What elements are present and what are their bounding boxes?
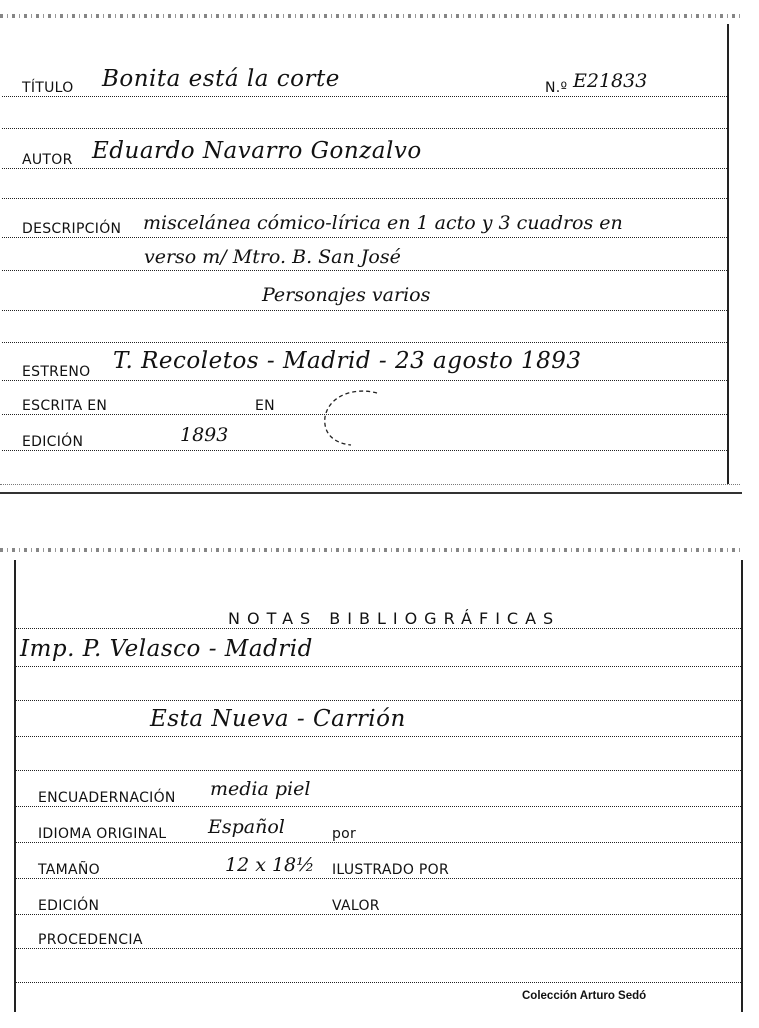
estreno-label: ESTRENO bbox=[22, 364, 91, 380]
encuadernacion-rule bbox=[16, 806, 741, 807]
blank-rule bbox=[2, 342, 727, 343]
por-label: por bbox=[332, 826, 357, 842]
card-1-bottom-edge bbox=[0, 484, 740, 485]
descripcion-rule bbox=[2, 237, 727, 238]
scan-edge-top-2 bbox=[0, 548, 742, 552]
ilustrado-label: ILUSTRADO POR bbox=[332, 862, 449, 878]
titulo-label: TÍTULO bbox=[22, 80, 74, 96]
notes-rule-3 bbox=[16, 736, 741, 737]
blank-rule bbox=[2, 198, 727, 199]
tamano-label: TAMAÑO bbox=[38, 862, 100, 878]
titulo-value: Bonita está la corte bbox=[102, 66, 340, 92]
idioma-value: Español bbox=[208, 816, 285, 838]
edicion-2-label: EDICIÓN bbox=[38, 898, 100, 914]
edicion-value: 1893 bbox=[180, 424, 229, 446]
collection-footer: Colección Arturo Sedó bbox=[522, 990, 647, 1002]
encuadernacion-value: media piel bbox=[210, 778, 311, 800]
descripcion-line-1: miscelánea cómico-lírica en 1 acto y 3 cuadros en bbox=[143, 212, 623, 234]
encuadernacion-label: ENCUADERNACIÓN bbox=[38, 790, 176, 806]
idioma-rule bbox=[16, 842, 741, 843]
card-1-right-border bbox=[727, 24, 729, 484]
descripcion-rule-2 bbox=[2, 270, 727, 271]
autor-value: Eduardo Navarro Gonzalvo bbox=[92, 138, 422, 164]
notes-rule-4 bbox=[16, 770, 741, 771]
card-2-right-border bbox=[741, 560, 743, 1012]
idioma-label: IDIOMA ORIGINAL bbox=[38, 826, 167, 842]
card-separator bbox=[0, 492, 742, 494]
titulo-rule bbox=[2, 96, 727, 97]
edicion-label: EDICIÓN bbox=[22, 434, 84, 450]
autor-rule bbox=[2, 168, 727, 169]
estreno-rule bbox=[2, 380, 727, 381]
notes-line-1: Imp. P. Velasco - Madrid bbox=[20, 636, 313, 662]
escrita-label: ESCRITA EN bbox=[22, 398, 108, 414]
notes-rule-1 bbox=[16, 666, 741, 667]
tamano-value: 12 x 18½ bbox=[225, 854, 315, 876]
heading-rule bbox=[16, 628, 741, 629]
numero-label: N.º bbox=[545, 80, 568, 96]
notes-rule-2 bbox=[16, 700, 741, 701]
scan-edge-top bbox=[0, 14, 740, 18]
en-label: EN bbox=[255, 398, 275, 414]
edicion-rule bbox=[2, 450, 727, 451]
procedencia-rule bbox=[16, 948, 741, 949]
descripcion-line-3: Personajes varios bbox=[262, 284, 431, 306]
descripcion-label: DESCRIPCIÓN bbox=[22, 221, 122, 237]
blank-rule bbox=[16, 982, 741, 983]
descripcion-line-2: verso m/ Mtro. B. San José bbox=[144, 246, 401, 268]
edicion-2-rule bbox=[16, 914, 741, 915]
valor-label: VALOR bbox=[332, 898, 380, 914]
stamp-mark bbox=[315, 385, 385, 450]
descripcion-rule-3 bbox=[2, 310, 727, 311]
notes-line-2: Esta Nueva - Carrión bbox=[150, 706, 406, 732]
autor-label: AUTOR bbox=[22, 152, 73, 168]
tamano-rule bbox=[16, 878, 741, 879]
procedencia-label: PROCEDENCIA bbox=[38, 932, 143, 948]
estreno-value: T. Recoletos - Madrid - 23 agosto 1893 bbox=[113, 348, 582, 374]
numero-value: E21833 bbox=[573, 70, 648, 92]
notas-heading: NOTAS BIBLIOGRÁFICAS bbox=[228, 609, 561, 628]
blank-rule bbox=[2, 128, 727, 129]
